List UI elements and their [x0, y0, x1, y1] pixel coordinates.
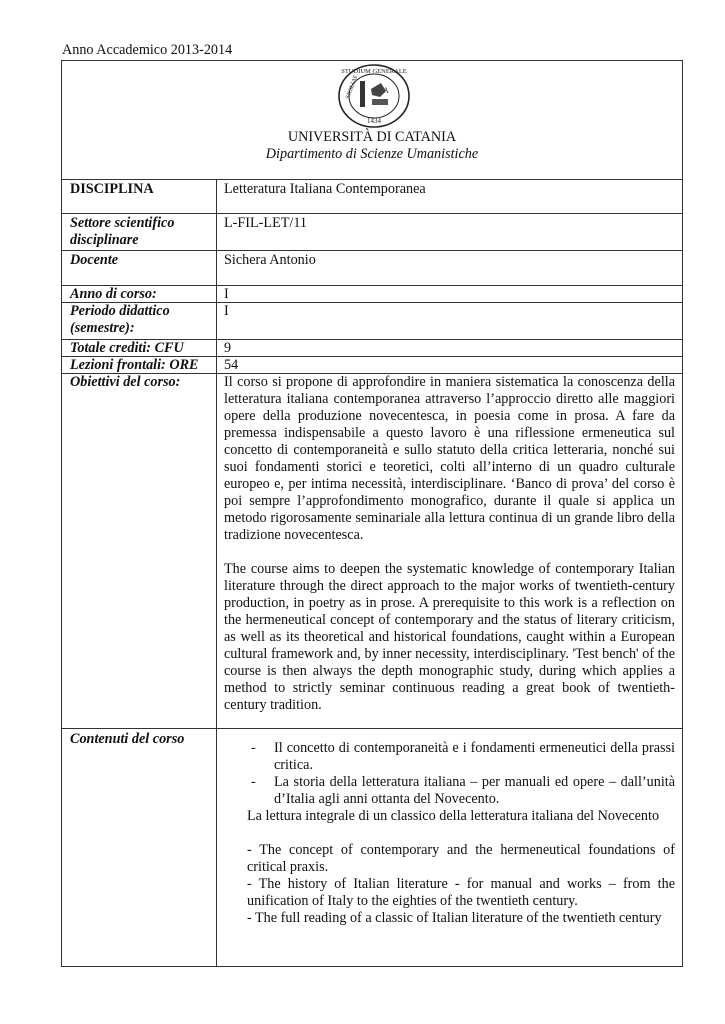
university-seal-icon: [336, 63, 412, 129]
row-settore: [62, 213, 682, 250]
contents-english-1: - The concept of contemporary and the hermeneutical foundations of critical praxis.: [247, 842, 675, 875]
value-contenuti: [217, 729, 682, 966]
svg-text:SICILIAE: SICILIAE: [345, 74, 360, 100]
label-obiettivi: Obiettivi del corso:: [62, 374, 217, 728]
list-item: - Il concetto di contemporaneità e i fondamenti ermeneutici della prassi critica.: [251, 740, 675, 773]
value-docente: Sichera Antonio: [224, 252, 316, 268]
objectives-text-italian: Il corso si propone di approfondire in maniera sistematica la conoscenza della letteratura italiana contemporanea attraverso l’approccio diretto alle maggiori opere della produzione novecentesca, in poesia come in prosa. A fare da premessa indispensabile a questo lavoro è una riflessione ermeneutica sul concetto di contemporaneità e sullo statuto della critica letteraria, nonché sui suoi fondamenti storici e teoretici, colti all’interno di un quadro culturale europeo e, per intima necessità, interdisciplinare. ‘Banco di prova’ del corso è poi sempre l’approfondimento monografico, durante il quale si applica un metodo rigorosamente seminariale alla lettura continua di un grande libro della tradizione novecentesca.: [224, 374, 675, 543]
objectives-text-english: The course aims to deepen the systematic knowledge of contemporary Italian literature through the direct approach to the major works of twentieth-century production, in poetry as in prose. A prerequisite to this work is a reflection on the hermeneutical concept of contemporary and the status of literary criticism, as well as its theoretical and historical foundations, caught within a European cultural framework and, by inner necessity, interdisciplinary. 'Test bench' of the course is then always the depth monographic study, during which applies a method to strictly seminar continuous reading a great book of twentieth-century tradition.: [224, 561, 675, 713]
header-cell: [62, 61, 682, 179]
value-lezioni: 54: [224, 357, 239, 373]
row-periodo: [62, 302, 682, 339]
contents-list-italian: [224, 740, 675, 808]
row-disciplina: [62, 179, 682, 213]
value-crediti: 9: [224, 340, 232, 356]
svg-text:A: A: [383, 86, 389, 95]
department-name: Dipartimento di Scienze Umanistiche: [265, 146, 479, 162]
row-obiettivi: [62, 373, 682, 728]
header-row: [62, 61, 682, 179]
value-anno: I: [224, 286, 229, 302]
value-periodo: I: [224, 303, 229, 319]
row-docente: [62, 250, 682, 285]
row-contenuti: [62, 728, 682, 966]
row-crediti: [62, 339, 682, 356]
value-obiettivi: [217, 374, 682, 728]
label-docente: Docente: [62, 251, 217, 285]
row-lezioni: [62, 356, 682, 373]
contents-reading-italian: La lettura integrale di un classico della letteratura italiana del Novecento: [247, 808, 660, 824]
label-contenuti: Contenuti del corso: [62, 729, 217, 966]
value-settore: L-FIL-LET/11: [224, 215, 307, 231]
label-anno: Anno di corso:: [62, 286, 217, 302]
svg-text:STUDIUM GENERALE: STUDIUM GENERALE: [341, 68, 407, 75]
value-disciplina: Letteratura Italiana Contemporanea: [224, 181, 426, 197]
university-name: UNIVERSITÀ DI CATANIA: [287, 129, 457, 145]
label-settore: Settore scientifico disciplinare: [62, 214, 217, 250]
label-crediti: Totale crediti: CFU: [62, 340, 217, 356]
svg-text:1434: 1434: [367, 117, 381, 125]
contents-english-3: - The full reading of a classic of Italian literature of the twentieth century: [247, 910, 662, 926]
contents-english-2: - The history of Italian literature - for manual and works – from the unification of Italy to the eighties of the twentieth century.: [247, 876, 675, 909]
course-sheet-table: [61, 60, 683, 967]
label-disciplina: DISCIPLINA: [62, 180, 217, 213]
academic-year: Anno Accademico 2013-2014: [62, 42, 233, 58]
label-lezioni: Lezioni frontali: ORE: [62, 357, 217, 373]
row-anno: [62, 285, 682, 302]
label-periodo: Periodo didattico (semestre):: [62, 303, 217, 339]
list-item: - La storia della letteratura italiana – per manuali ed opere – dall’unità d’Italia agli anni ottanta del Novecento.: [251, 774, 675, 807]
